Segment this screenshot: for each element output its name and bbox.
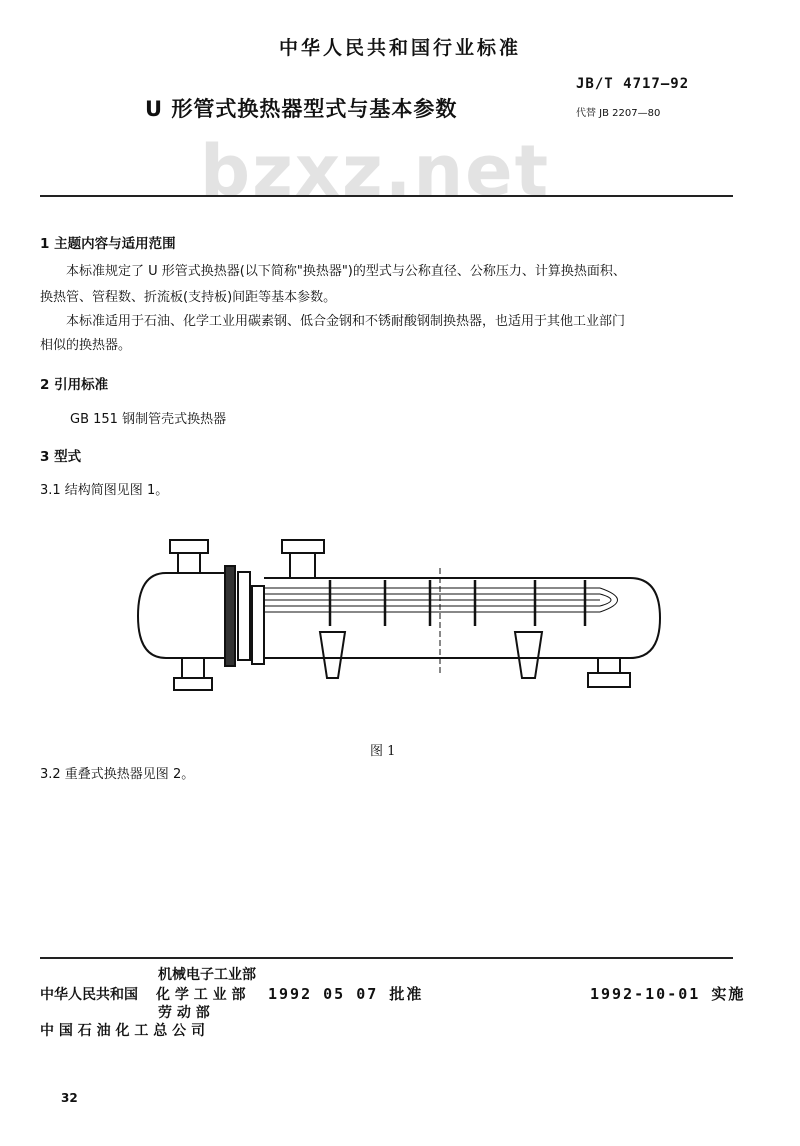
section-3-2: 3.2 重叠式换热器见图 2。: [40, 767, 195, 782]
effective-date: 1992-10-01 实施: [590, 985, 746, 1003]
u-tube-heat-exchanger-figure: [130, 528, 670, 728]
issuer-ministry-3: 劳 动 部: [158, 1005, 210, 1021]
watermark: bzxz.net: [200, 130, 551, 212]
issuer-ministry-2: 化 学 工 业 部: [156, 987, 246, 1003]
section-1-para-1-line-1: 本标准规定了 U 形管式换热器(以下简称"换热器")的型式与公称直径、公称压力、计算换热面积、: [66, 264, 626, 279]
section-1-para-2-line-2: 相似的换热器。: [40, 338, 132, 353]
replaces-note: 代替 JB 2207—80: [576, 108, 661, 119]
section-3-1: 3.1 结构简图见图 1。: [40, 483, 169, 498]
figure-1-caption: 图 1: [370, 744, 396, 759]
document-title: U 形管式换热器型式与基本参数: [145, 97, 458, 121]
section-3-heading: 3 型式: [40, 449, 82, 465]
standard-number: JB/T 4717—92: [576, 76, 690, 92]
reference-standard: GB 151 钢制管壳式换热器: [70, 412, 227, 427]
industry-standard-label: 中华人民共和国行业标准: [278, 37, 521, 59]
footer-rule: [40, 957, 733, 959]
issuer-4: 中 国 石 油 化 工 总 公 司: [40, 1023, 205, 1039]
section-1-heading: 1 主题内容与适用范围: [40, 236, 176, 252]
section-2-heading: 2 引用标准: [40, 377, 109, 393]
issuer-prefix: 中华人民共和国: [40, 987, 138, 1003]
page-number: 32: [61, 1091, 78, 1105]
section-1-para-1-line-2: 换热管、管程数、折流板(支持板)间距等基本参数。: [40, 290, 337, 305]
approval-date: 1992 05 07 批准: [268, 985, 424, 1003]
issuer-ministry-1: 机械电子工业部: [158, 967, 256, 983]
section-1-para-2-line-1: 本标准适用于石油、化学工业用碳素钢、低合金钢和不锈耐酸钢制换热器，也适用于其他工业部门: [66, 314, 626, 329]
header-rule: [40, 195, 733, 197]
